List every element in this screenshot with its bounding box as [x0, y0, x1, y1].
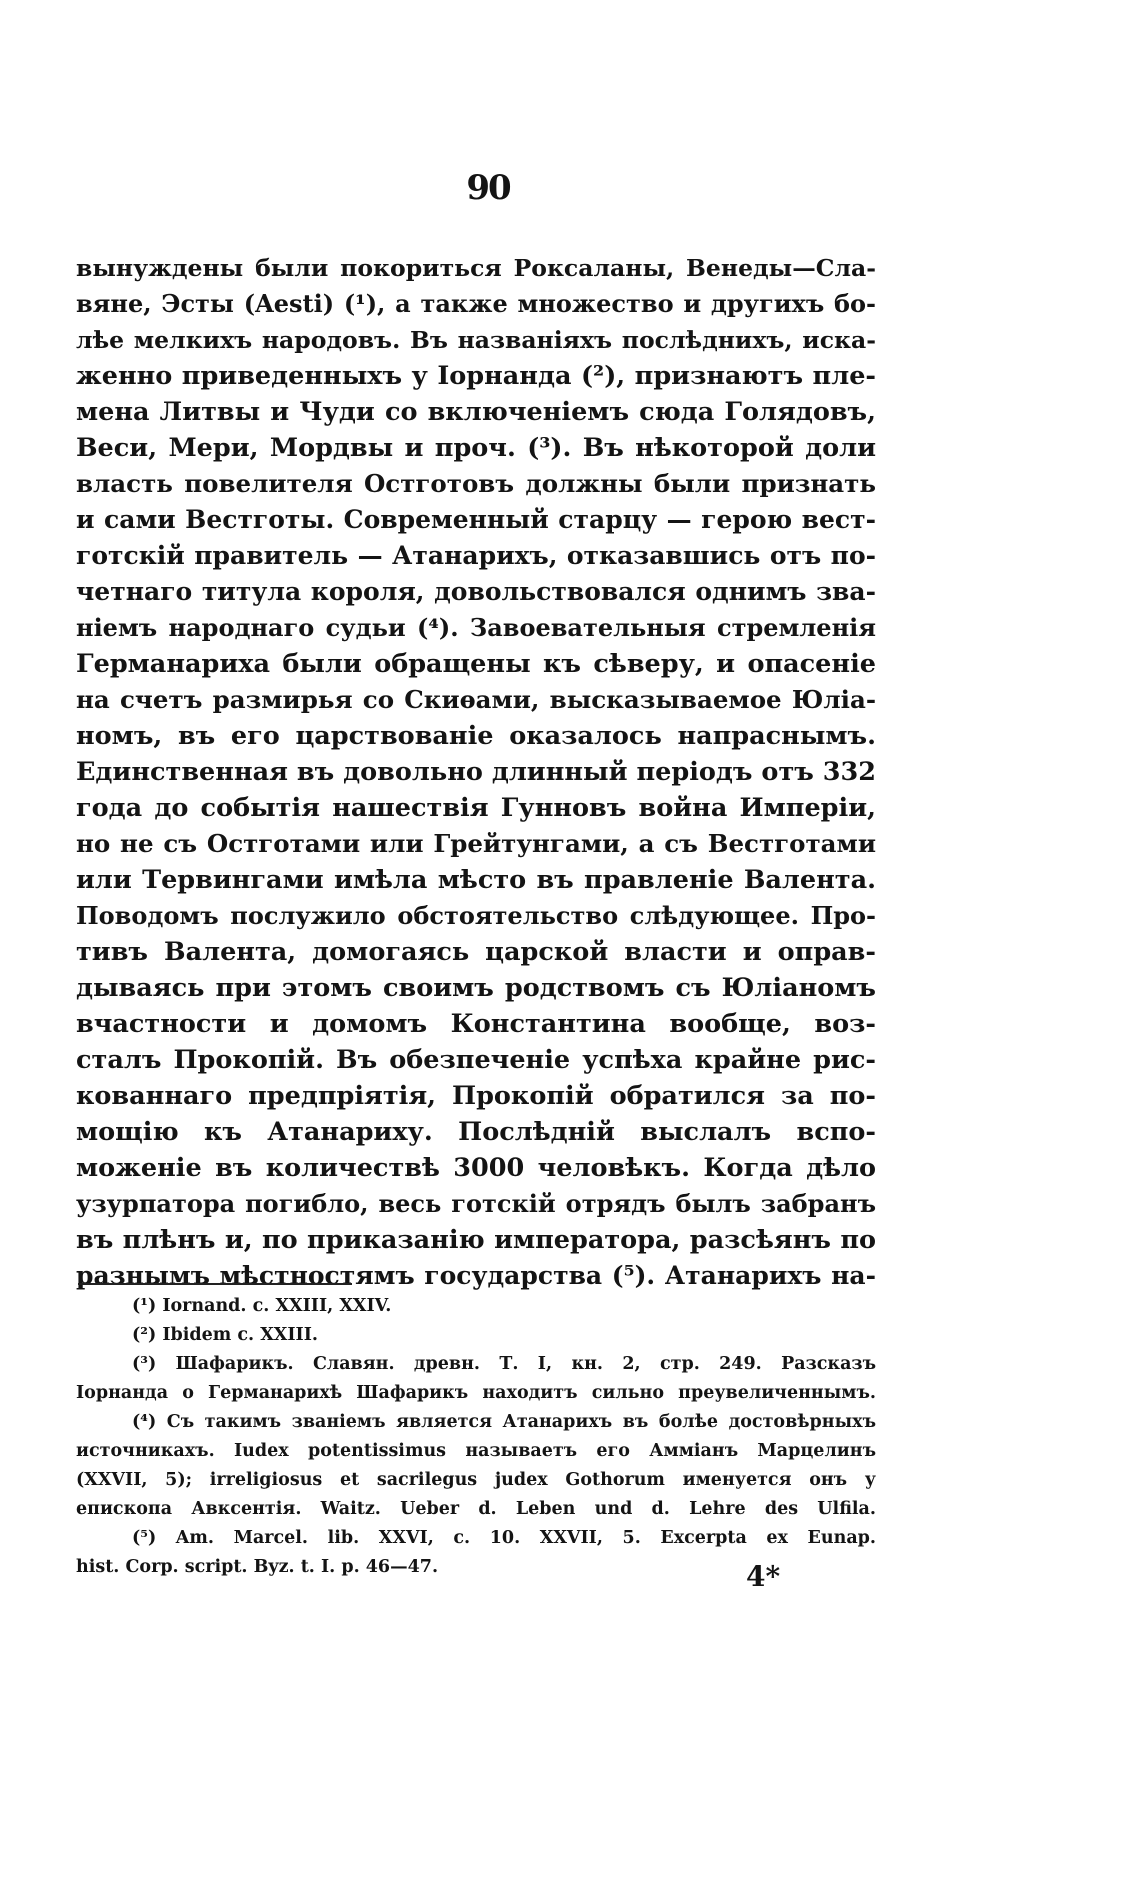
- footnote-line: (³) Шафарикъ. Славян. древн. Т. I, кн. 2, стр. 249. Разсказъ: [132, 1354, 876, 1374]
- footnotes: [76, 1292, 876, 1582]
- body-line: готскій правитель — Атанарихъ, отказавшись отъ по-: [76, 541, 876, 570]
- body-line: или Тервингами имѣла мѣсто въ правленіе Валента.: [76, 865, 876, 895]
- body-line: но не съ Остготами или Грейтунгами, а съ Вестготами: [76, 829, 876, 858]
- page-number: 90: [466, 168, 510, 208]
- body-line: Германариха были обращены къ сѣверу, и опасеніе: [76, 649, 876, 679]
- body-text: [76, 250, 876, 1294]
- footnote-line: (⁴) Съ такимъ званіемъ является Атанарихъ въ болѣе достовѣрныхъ: [132, 1412, 876, 1432]
- body-line: Единственная въ довольно длинный періодъ отъ 332: [76, 757, 876, 787]
- footnote-divider: [78, 1283, 352, 1285]
- footnote-line: епископа Авксентія. Waitz. Ueber d. Leben und d. Lehre des Ulfila.: [76, 1499, 876, 1519]
- body-line: вчастности и домомъ Константина вообще, воз-: [76, 1009, 876, 1039]
- body-line: въ плѣнъ и, по приказанію императора, разсѣянъ по: [76, 1225, 876, 1255]
- footnote-line: (¹) Iornand. c. XXIII, XXIV.: [132, 1296, 392, 1316]
- body-line: кованнаго предпріятія, Прокопій обратился за по-: [76, 1081, 876, 1111]
- body-line: четнаго титула короля, довольствовался однимъ зва-: [76, 577, 876, 606]
- body-line: женно приведенныхъ у Іорнанда (²), признаютъ пле-: [76, 361, 876, 391]
- body-line: лѣе мелкихъ народовъ. Въ названіяхъ послѣднихъ, иска-: [76, 326, 876, 354]
- footnote-line: hist. Corp. script. Byz. t. I. p. 46—47.: [76, 1557, 439, 1577]
- body-line: мощію къ Атанариху. Послѣдній выслалъ вспо-: [76, 1117, 876, 1147]
- printer-signature-mark: 4*: [746, 1560, 781, 1593]
- body-line: тивъ Валента, домогаясь царской власти и оправ-: [76, 937, 876, 967]
- footnote-line: (²) Ibidem c. XXIII.: [132, 1325, 319, 1345]
- body-line: номъ, въ его царствованіе оказалось напраснымъ.: [76, 721, 876, 751]
- body-line: года до событія нашествія Гунновъ война Имперіи,: [76, 793, 876, 823]
- footnote-line: Іорнанда о Германарихѣ Шафарикъ находитъ сильно преувеличеннымъ.: [76, 1383, 876, 1403]
- footnote-line: (XXVII, 5); irreligiosus et sacrilegus judex Gothorum именуется онъ у: [76, 1470, 876, 1490]
- body-line: моженіе въ количествѣ 3000 человѣкъ. Когда дѣло: [76, 1153, 876, 1183]
- body-line: Веси, Мери, Мордвы и проч. (³). Въ нѣкоторой доли: [76, 433, 876, 463]
- body-line: мена Литвы и Чуди со включеніемъ сюда Голядовъ,: [76, 397, 876, 427]
- body-line: на счетъ размирья со Скиѳами, высказываемое Юліа-: [76, 685, 876, 714]
- body-line: и сами Вестготы. Современный старцу — герою вест-: [76, 505, 876, 534]
- footnote-line: источникахъ. Iudex potentissimus называетъ его Амміанъ Марцелинъ: [76, 1441, 876, 1461]
- body-line: вынуждены были покориться Роксаланы, Венеды—Сла-: [76, 254, 876, 282]
- body-line: Поводомъ послужило обстоятельство слѣдующее. Про-: [76, 901, 876, 930]
- footnote-line: (⁵) Am. Marcel. lib. XXVI, c. 10. XXVII, 5. Excerpta ex Eunap.: [132, 1528, 876, 1548]
- body-line: вяне, Эсты (Aesti) (¹), а также множество и другихъ бо-: [76, 289, 876, 318]
- body-line: власть повелителя Остготовъ должны были признать: [76, 469, 876, 498]
- body-line: дываясь при этомъ своимъ родствомъ съ Юліаномъ: [76, 973, 876, 1003]
- body-line: ніемъ народнаго судьи (⁴). Завоевательныя стремленія: [76, 613, 876, 642]
- body-line: сталъ Прокопій. Въ обезпеченіе успѣха крайне рис-: [76, 1045, 876, 1075]
- body-line: узурпатора погибло, весь готскій отрядъ былъ забранъ: [76, 1189, 876, 1218]
- body-line: разнымъ мѣстностямъ государства (⁵). Атанарихъ на-: [76, 1261, 876, 1290]
